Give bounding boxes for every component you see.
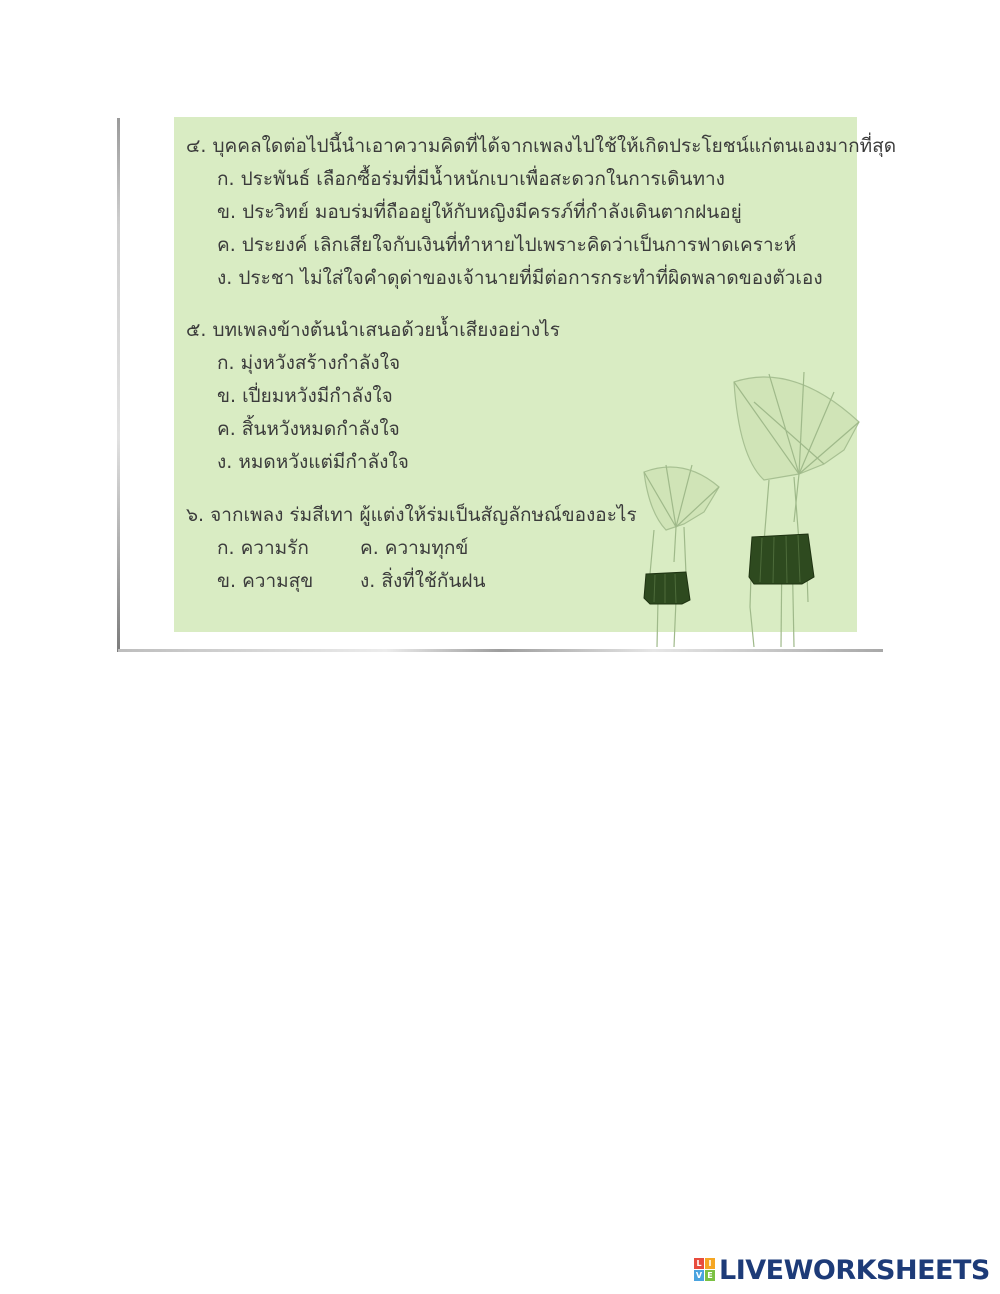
- question-4-option-c: ค. ประยงค์ เลิกเสียใจกับเงินที่ทำหายไปเพราะคิดว่าเป็นการฟาดเคราะห์: [217, 234, 797, 256]
- logo-letter-l: L: [694, 1258, 704, 1269]
- question-5-option-d: ง. หมดหวังแต่มีกำลังใจ: [217, 451, 409, 473]
- scan-edge-bottom: [118, 649, 883, 652]
- logo-letter-v: V: [695, 1271, 703, 1280]
- question-6-option-a: ก. ความรัก: [217, 537, 309, 559]
- question-4: ๔. บุคคลใดต่อไปนี้นำเอาความคิดที่ได้จากเพลงไปใช้ให้เกิดประโยชน์แก่ตนเองมากที่สุด: [186, 135, 897, 157]
- logo-letter-e: E: [705, 1270, 715, 1281]
- liveworksheets-logo[interactable]: [694, 1254, 990, 1286]
- question-4-option-a: ก. ประพันธ์ เลือกซื้อร่มที่มีน้ำหนักเบาเพื่อสะดวกในการเดินทาง: [217, 168, 725, 190]
- question-6: ๖. จากเพลง ร่มสีเทา ผู้แต่งให้ร่มเป็นสัญลักษณ์ของอะไร: [186, 504, 637, 526]
- umbrella-figures-illustration: [624, 362, 874, 647]
- liveworksheets-logo-icon: [694, 1258, 716, 1282]
- liveworksheets-logo-text: LIVEWORKSHEETS: [719, 1254, 990, 1286]
- question-6-option-b: ข. ความสุข: [217, 570, 314, 592]
- question-5-option-c: ค. สิ้นหวังหมดกำลังใจ: [217, 418, 400, 440]
- question-5-option-b: ข. เปี่ยมหวังมีกำลังใจ: [217, 385, 393, 407]
- question-4-option-b: ข. ประวิทย์ มอบร่มที่ถืออยู่ให้กับหญิงมีครรภ์ที่กำลังเดินตากฝนอยู่: [217, 201, 742, 223]
- question-5: ๕. บทเพลงข้างต้นนำเสนอด้วยน้ำเสียงอย่างไร: [186, 319, 560, 341]
- question-6-option-d: ง. สิ่งที่ใช้กันฝน: [360, 570, 486, 592]
- question-5-option-a: ก. มุ่งหวังสร้างกำลังใจ: [217, 352, 401, 374]
- logo-letter-i: I: [705, 1258, 715, 1269]
- scan-edge-left: [117, 118, 120, 652]
- question-4-option-d: ง. ประชา ไม่ใส่ใจคำดุด่าของเจ้านายที่มีต่อการกระทำที่ผิดพลาดของตัวเอง: [217, 267, 823, 289]
- question-6-option-c: ค. ความทุกข์: [360, 537, 469, 559]
